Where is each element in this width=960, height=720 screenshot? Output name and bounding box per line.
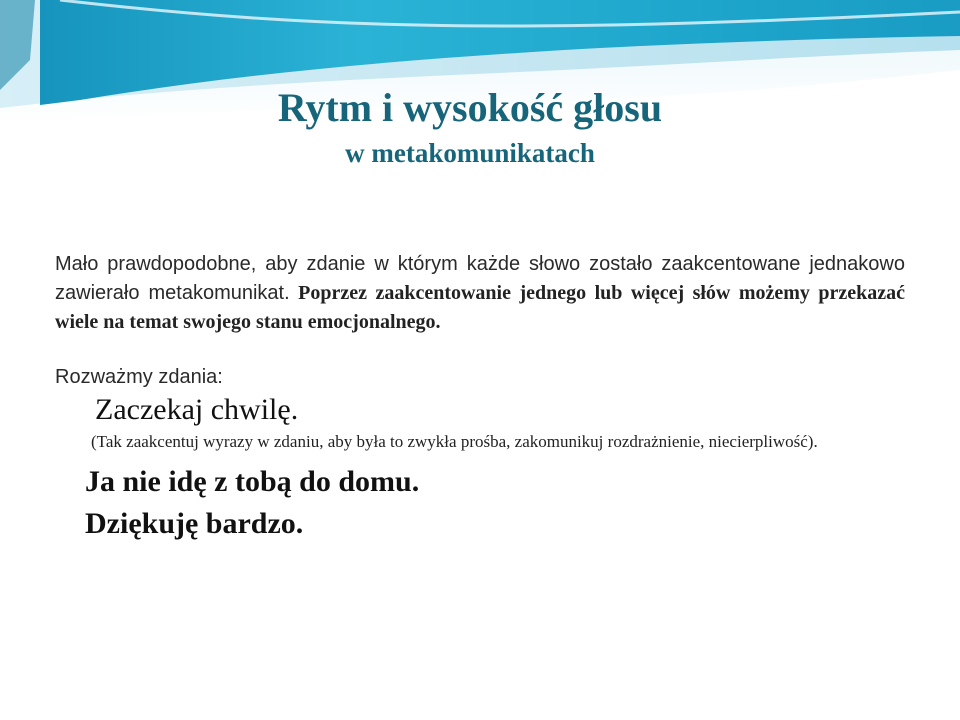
- intro-plain-text: Mało prawdopodobne, aby zdanie w którym każde słowo zostało zaakcentowane jednakowo zawierało metakomunikat.: [55, 253, 905, 304]
- example-note: (Tak zaakcentuj wyrazy w zdaniu, aby była to zwykła prośba, zakomunikuj rozdrażnienie, niecierpliwość).: [91, 432, 818, 451]
- example-sentence-3: Dziękuję bardzo.: [85, 507, 304, 540]
- example-sentence-2: Ja nie idę z tobą do domu.: [85, 465, 420, 498]
- intro-bold-text: Poprzez zaakcentowanie jednego lub więcej słów możemy przekazać wiele na temat swojego stanu emocjonalnego.: [55, 282, 905, 333]
- page-subtitle: w metakomunikatach: [345, 138, 595, 168]
- intro-paragraph: [55, 250, 905, 337]
- consider-label: Rozważmy zdania:: [55, 366, 223, 388]
- slide-content: [55, 250, 905, 543]
- example-sentence-1: Zaczekaj chwilę.: [95, 393, 299, 426]
- page-title: Rytm i wysokość głosu: [277, 85, 663, 130]
